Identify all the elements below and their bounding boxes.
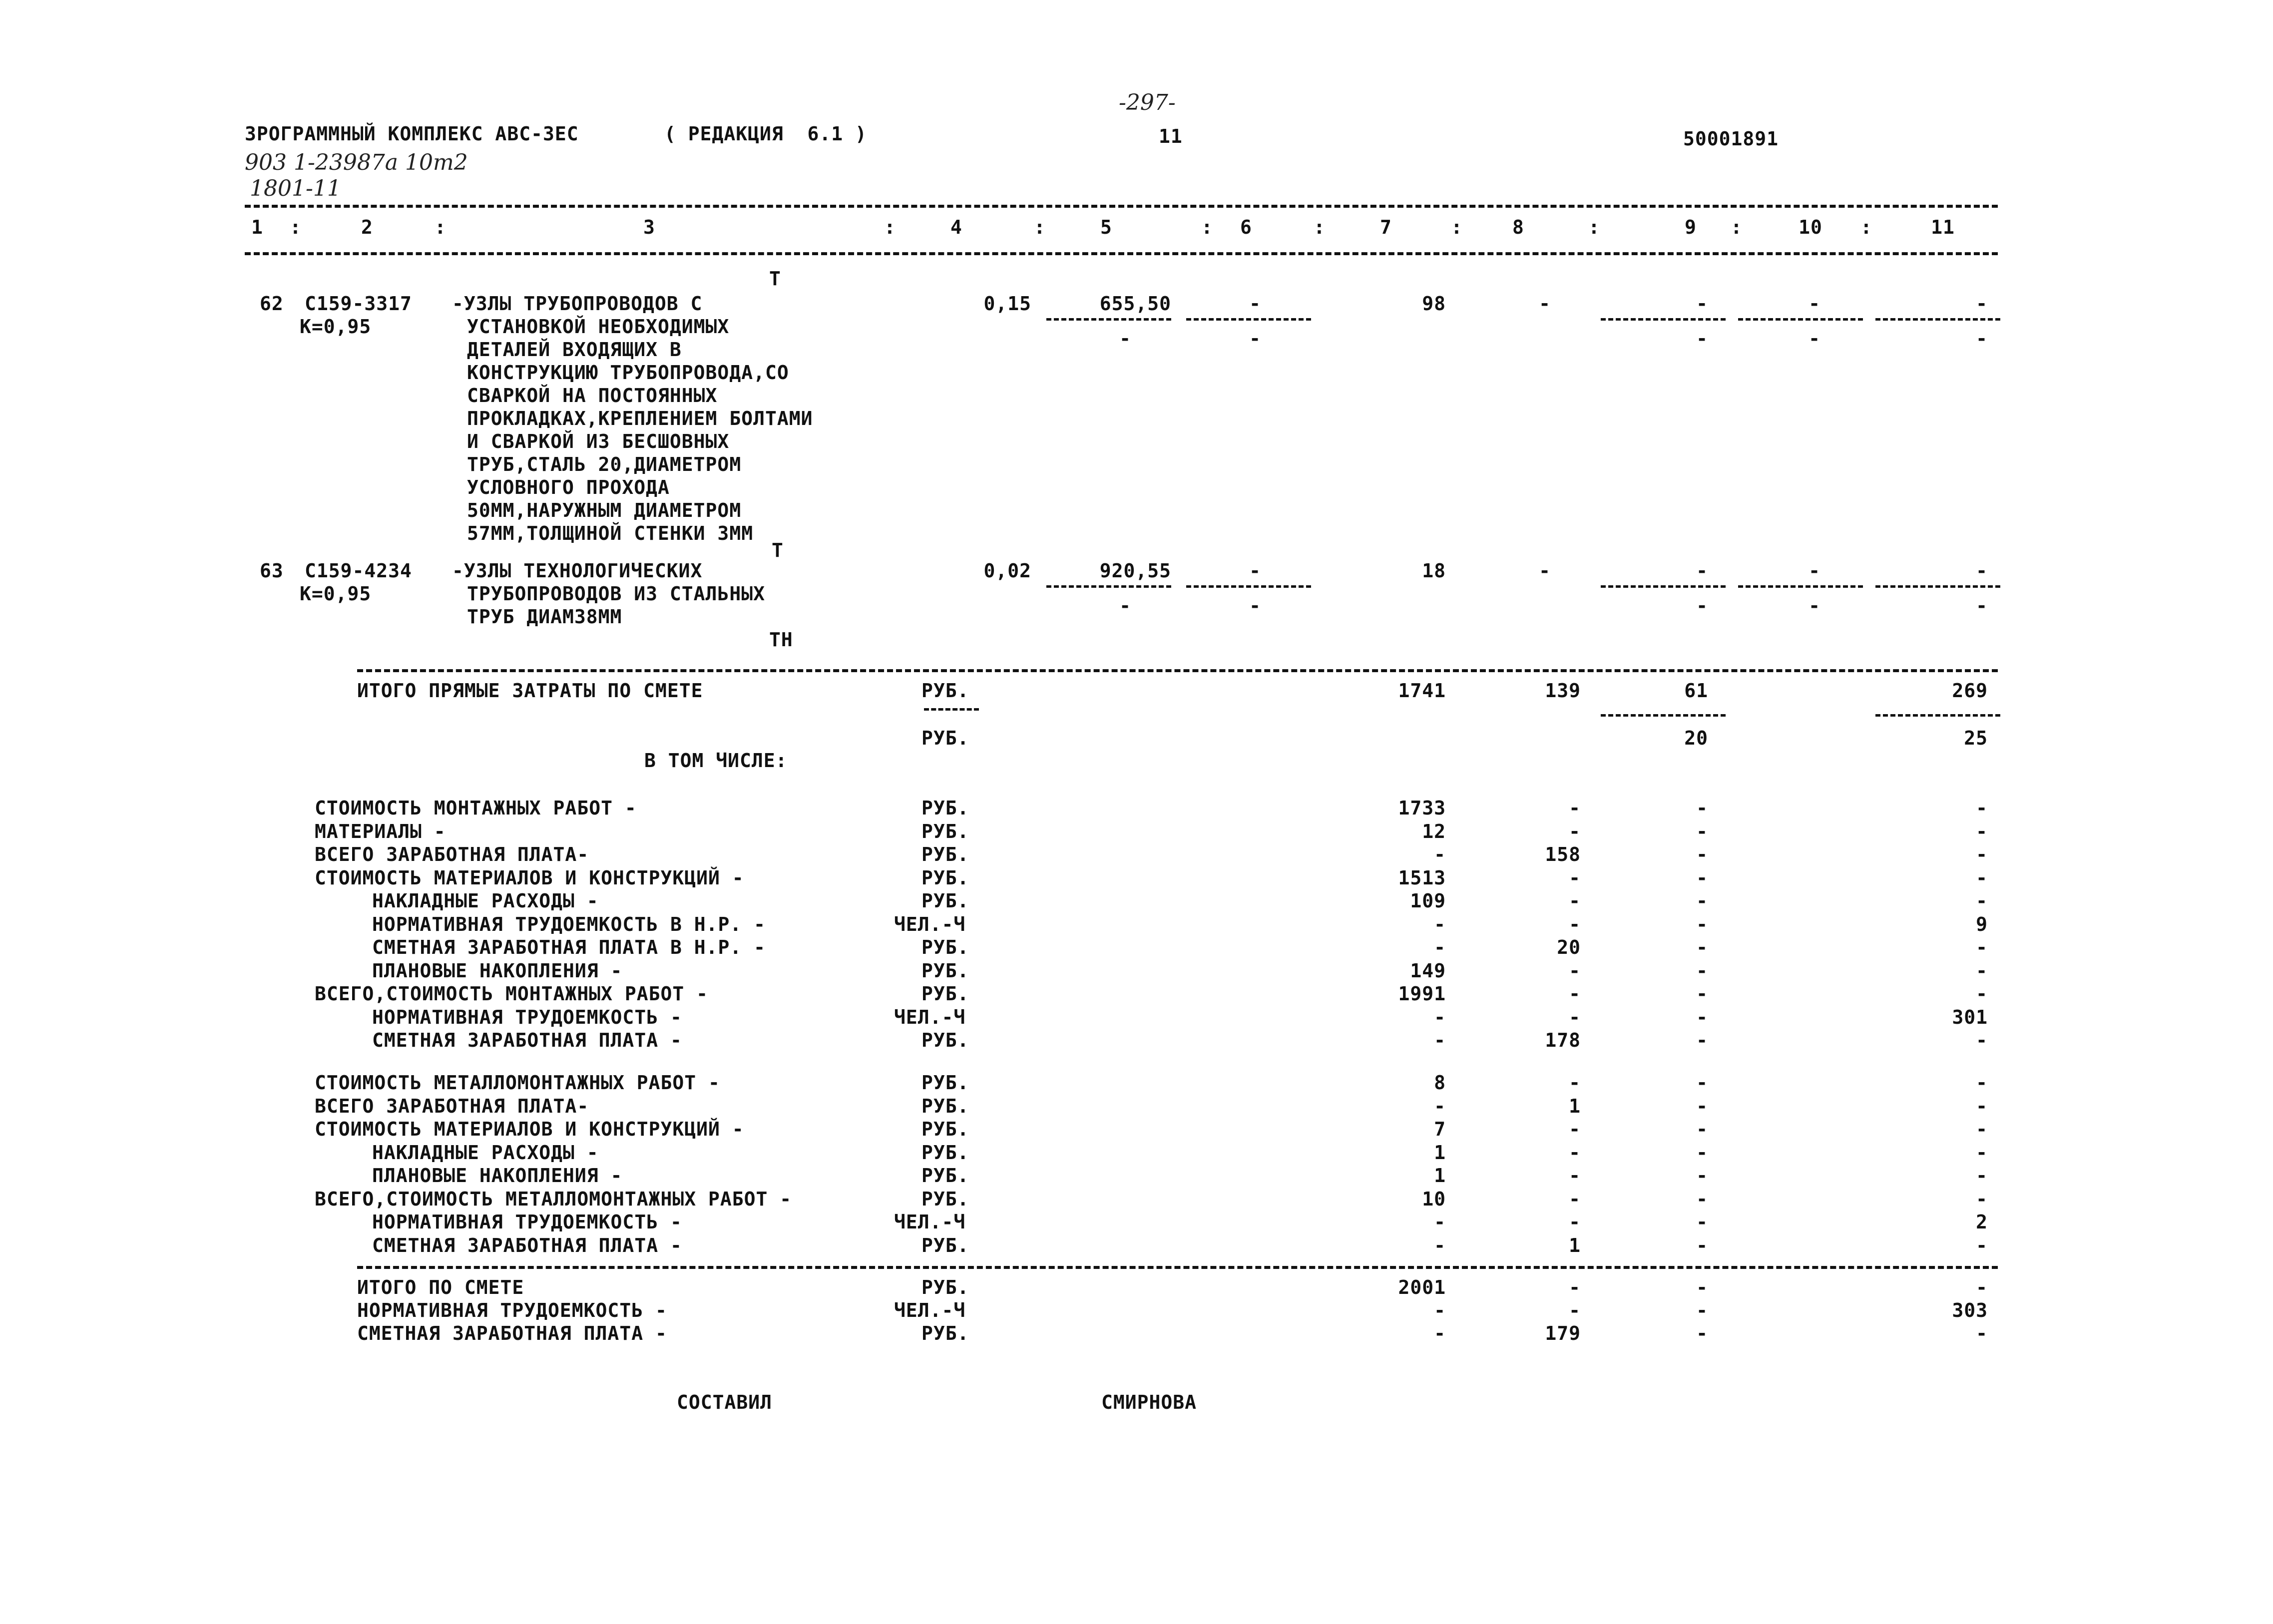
column-separator: : [435, 216, 447, 238]
summary-col8: - [1569, 1118, 1581, 1140]
item-description-line: ПРОКЛАДКАХ,КРЕПЛЕНИЕМ БОЛТАМИ [467, 407, 813, 429]
summary-col8: - [1569, 1165, 1581, 1187]
summary-col11: 2 [1976, 1211, 1988, 1233]
column-header-10: 10 [1799, 216, 1822, 238]
summary-col7: 1 [1434, 1141, 1446, 1164]
summary-col11: - [1976, 797, 1988, 819]
compiled-by-name: СМИРНОВА [1101, 1391, 1197, 1413]
summary-col7: - [1434, 1006, 1446, 1028]
grand-unit: РУБ. [921, 1322, 969, 1344]
item-col10: - [1809, 560, 1820, 582]
summary-col8: - [1569, 1072, 1581, 1094]
summary-col9: - [1696, 936, 1708, 958]
item-col10-sub: - [1809, 328, 1820, 350]
summary-col11: - [1976, 983, 1988, 1005]
summary-col7: 1733 [1398, 797, 1446, 819]
summary-col9: - [1696, 890, 1708, 912]
grand-col7: 2001 [1398, 1276, 1446, 1298]
summary-col11: - [1976, 1072, 1988, 1094]
column-separator: : [1451, 216, 1463, 238]
item-description-line: -УЗЛЫ ТРУБОПРОВОДОВ С [452, 293, 703, 315]
item-unit-price: 655,50 [1099, 293, 1171, 315]
column-header-11: 11 [1931, 216, 1955, 238]
grand-label: СМЕТНАЯ ЗАРАБОТНАЯ ПЛАТА - [357, 1322, 667, 1344]
grand-col9: - [1696, 1322, 1708, 1344]
direct-costs-col9-sub: 20 [1684, 727, 1708, 749]
item-unit-price: 920,55 [1099, 560, 1171, 582]
direct-costs-col11-sub: 25 [1964, 727, 1988, 749]
summary-col9: - [1696, 1165, 1708, 1187]
summary-unit: РУБ. [921, 1072, 969, 1094]
item-col11-sub: - [1976, 595, 1988, 617]
summary-unit: ЧЕЛ.-Ч [894, 1211, 966, 1233]
summary-label: НОРМАТИВНАЯ ТРУДОЕМКОСТЬ - [372, 1211, 682, 1233]
summary-col8: - [1569, 1141, 1581, 1164]
summary-col8: - [1569, 983, 1581, 1005]
summary-col7: - [1434, 843, 1446, 865]
direct-costs-label: ИТОГО ПРЯМЫЕ ЗАТРАТЫ ПО СМЕТЕ [357, 680, 703, 702]
grand-col11: - [1976, 1322, 1988, 1344]
header-bottom-rule [245, 252, 1998, 255]
handwritten-note-2: 1801-11 [250, 176, 341, 201]
summary-unit: РУБ. [921, 1165, 969, 1187]
direct-costs-col9-underline [1601, 714, 1726, 717]
summary-col11: - [1976, 866, 1988, 889]
summary-col8: - [1569, 890, 1581, 912]
summary-col11: - [1976, 1234, 1988, 1256]
summary-col9: - [1696, 983, 1708, 1005]
grand-col8: 179 [1545, 1322, 1581, 1344]
direct-costs-unit-underline [924, 708, 979, 711]
column-header-6: 6 [1240, 216, 1252, 238]
edition-label: ( РЕДАКЦИЯ 6.1 ) [664, 123, 867, 145]
summary-label: СТОИМОСТЬ МЕТАЛЛОМОНТАЖНЫХ РАБОТ - [315, 1072, 720, 1094]
summary-label: СМЕТНАЯ ЗАРАБОТНАЯ ПЛАТА - [372, 1234, 682, 1256]
summary-unit: РУБ. [921, 1234, 969, 1256]
compiled-by-label: СОСТАВИЛ [677, 1391, 773, 1413]
summary-col7: 10 [1422, 1188, 1446, 1210]
summary-col7: - [1434, 1234, 1446, 1256]
summary-label: ВСЕГО ЗАРАБОТНАЯ ПЛАТА- [315, 1095, 589, 1117]
item-end-marker: Т [772, 539, 784, 561]
summary-col7: 1991 [1398, 983, 1446, 1005]
item-underline-col9 [1601, 585, 1726, 588]
summary-col8: 178 [1545, 1029, 1581, 1051]
item-underline-col10 [1738, 585, 1863, 588]
item-col8: - [1539, 293, 1551, 315]
grand-unit: ЧЕЛ.-Ч [894, 1299, 966, 1321]
item-quantity: 0,15 [983, 293, 1031, 315]
summary-label: СТОИМОСТЬ МАТЕРИАЛОВ И КОНСТРУКЦИЙ - [315, 866, 744, 889]
summary-label: НОРМАТИВНАЯ ТРУДОЕМКОСТЬ В Н.Р. - [372, 913, 766, 935]
summary-col11: - [1976, 1188, 1988, 1210]
summary-unit: РУБ. [921, 843, 969, 865]
summary-col8: 158 [1545, 843, 1581, 865]
grand-col11: 303 [1952, 1299, 1988, 1321]
direct-costs-col8: 139 [1545, 680, 1581, 702]
summary-col8: - [1569, 820, 1581, 842]
handwritten-note-1: 903 1-23987а 10т2 [245, 150, 468, 175]
summary-col11: - [1976, 890, 1988, 912]
summary-col7: 109 [1410, 890, 1446, 912]
summary-unit: РУБ. [921, 1095, 969, 1117]
item-description-line: И СВАРКОЙ ИЗ БЕСШОВНЫХ [467, 430, 730, 452]
summary-col11: - [1976, 1118, 1988, 1140]
program-title: ЗРОГРАММНЫЙ КОМПЛЕКС АВС-3ЕС [245, 123, 579, 145]
column-separator: : [1860, 216, 1872, 238]
summary-col8: - [1569, 1211, 1581, 1233]
direct-costs-unit-2: РУБ. [921, 727, 969, 749]
item-col5-sub: - [1119, 328, 1131, 350]
summary-label: СМЕТНАЯ ЗАРАБОТНАЯ ПЛАТА В Н.Р. - [372, 936, 766, 958]
summary-col11: 301 [1952, 1006, 1988, 1028]
item-col11: - [1976, 560, 1988, 582]
column-header-7: 7 [1380, 216, 1392, 238]
item-col6: - [1249, 293, 1261, 315]
summary-unit: РУБ. [921, 936, 969, 958]
summary-col7: 7 [1434, 1118, 1446, 1140]
item-col6-sub: - [1249, 595, 1261, 617]
summary-col8: - [1569, 959, 1581, 982]
including-label: В ТОМ ЧИСЛЕ: [644, 750, 788, 772]
summary-col8: 20 [1557, 936, 1581, 958]
summary-label: МАТЕРИАЛЫ - [315, 820, 446, 842]
item-col7: 18 [1422, 560, 1446, 582]
column-separator: : [1731, 216, 1743, 238]
item-underline-col10 [1738, 318, 1863, 321]
summary-col7: - [1434, 913, 1446, 935]
summary-col9: - [1696, 1118, 1708, 1140]
summary-col7: 1513 [1398, 866, 1446, 889]
item-col11: - [1976, 293, 1988, 315]
summary-col9: - [1696, 1211, 1708, 1233]
summary-col7: 1 [1434, 1165, 1446, 1187]
column-header-1: 1 [251, 216, 263, 238]
summary-unit: ЧЕЛ.-Ч [894, 1006, 966, 1028]
summary-label: ВСЕГО,СТОИМОСТЬ МЕТАЛЛОМОНТАЖНЫХ РАБОТ - [315, 1188, 792, 1210]
grand-col8: - [1569, 1299, 1581, 1321]
item-underline-col6 [1186, 585, 1311, 588]
summary-col8: 1 [1569, 1095, 1581, 1117]
summary-col9: - [1696, 1072, 1708, 1094]
column-header-3: 3 [643, 216, 655, 238]
summary-col7: - [1434, 1211, 1446, 1233]
summary-col8: - [1569, 866, 1581, 889]
column-separator: : [1314, 216, 1326, 238]
item-description-line: 57ММ,ТОЛЩИНОЙ СТЕНКИ 3ММ [467, 522, 754, 544]
summary-col8: - [1569, 913, 1581, 935]
summary-col9: - [1696, 1095, 1708, 1117]
summary-label: СТОИМОСТЬ МОНТАЖНЫХ РАБОТ - [315, 797, 637, 819]
item-underline-col6 [1186, 318, 1311, 321]
item-underline-col9 [1601, 318, 1726, 321]
item-code: С159-4234 [305, 560, 412, 582]
column-header-9: 9 [1685, 216, 1697, 238]
summary-col9: - [1696, 843, 1708, 865]
grand-label: ИТОГО ПО СМЕТЕ [357, 1276, 524, 1298]
item-underline-col5 [1046, 585, 1171, 588]
summary-unit: РУБ. [921, 866, 969, 889]
item-code: С159-3317 [305, 293, 412, 315]
column-header-5: 5 [1100, 216, 1112, 238]
grand-col11: - [1976, 1276, 1988, 1298]
summary-label: НОРМАТИВНАЯ ТРУДОЕМКОСТЬ - [372, 1006, 682, 1028]
item-description-line: КОНСТРУКЦИЮ ТРУБОПРОВОДА,СО [467, 362, 789, 384]
summary-col11: - [1976, 1165, 1988, 1187]
document-number: 50001891 [1683, 128, 1779, 150]
item-col10: - [1809, 293, 1820, 315]
direct-costs-col7: 1741 [1398, 680, 1446, 702]
summary-unit: РУБ. [921, 820, 969, 842]
grand-top-rule [357, 1266, 1998, 1269]
summary-col9: - [1696, 866, 1708, 889]
column-separator: : [1201, 216, 1213, 238]
summary-col9: - [1696, 1029, 1708, 1051]
direct-costs-col11: 269 [1952, 680, 1988, 702]
item-coefficient: К=0,95 [300, 583, 372, 605]
summary-col7: - [1434, 936, 1446, 958]
summary-label: ПЛАНОВЫЕ НАКОПЛЕНИЯ - [372, 1165, 623, 1187]
grand-col9: - [1696, 1276, 1708, 1298]
item-end-marker: ТН [769, 629, 793, 651]
summary-col11: - [1976, 936, 1988, 958]
summary-col8: 1 [1569, 1234, 1581, 1256]
direct-costs-unit: РУБ. [921, 680, 969, 702]
summary-unit: РУБ. [921, 983, 969, 1005]
summary-unit: РУБ. [921, 1118, 969, 1140]
summary-col11: 9 [1976, 913, 1988, 935]
summary-unit: РУБ. [921, 1029, 969, 1051]
item-description-line: ТРУБ ДИАМ38ММ [467, 606, 622, 628]
summary-label: СТОИМОСТЬ МАТЕРИАЛОВ И КОНСТРУКЦИЙ - [315, 1118, 744, 1140]
item-col6-sub: - [1249, 328, 1261, 350]
summary-label: СМЕТНАЯ ЗАРАБОТНАЯ ПЛАТА - [372, 1029, 682, 1051]
summary-unit: РУБ. [921, 890, 969, 912]
item-col10-sub: - [1809, 595, 1820, 617]
summary-label: ВСЕГО,СТОИМОСТЬ МОНТАЖНЫХ РАБОТ - [315, 983, 708, 1005]
item-underline-col5 [1046, 318, 1171, 321]
summary-col9: - [1696, 913, 1708, 935]
summary-label: ВСЕГО ЗАРАБОТНАЯ ПЛАТА- [315, 843, 589, 865]
summary-label: ПЛАНОВЫЕ НАКОПЛЕНИЯ - [372, 959, 623, 982]
item-col9: - [1696, 560, 1708, 582]
totals-top-rule [357, 669, 1998, 672]
item-col9-sub: - [1696, 595, 1708, 617]
summary-col11: - [1976, 1029, 1988, 1051]
summary-col8: - [1569, 1188, 1581, 1210]
summary-unit: РУБ. [921, 797, 969, 819]
item-start-marker: Т [769, 268, 781, 290]
item-col5-sub: - [1119, 595, 1131, 617]
column-header-4: 4 [950, 216, 962, 238]
summary-col7: 149 [1410, 959, 1446, 982]
grand-col8: - [1569, 1276, 1581, 1298]
summary-col9: - [1696, 1141, 1708, 1164]
item-description-line: УСТАНОВКОЙ НЕОБХОДИМЫХ [467, 316, 730, 338]
item-col11-sub: - [1976, 328, 1988, 350]
summary-col11: - [1976, 843, 1988, 865]
summary-col7: 8 [1434, 1072, 1446, 1094]
handwritten-page-number: -297- [1119, 90, 1176, 115]
column-header-8: 8 [1512, 216, 1524, 238]
item-number: 63 [260, 560, 284, 582]
summary-col8: - [1569, 1006, 1581, 1028]
grand-col7: - [1434, 1299, 1446, 1321]
summary-col9: - [1696, 1234, 1708, 1256]
summary-col9: - [1696, 1006, 1708, 1028]
summary-unit: РУБ. [921, 959, 969, 982]
summary-col9: - [1696, 820, 1708, 842]
summary-label: НАКЛАДНЫЕ РАСХОДЫ - [372, 1141, 599, 1164]
grand-col9: - [1696, 1299, 1708, 1321]
summary-unit: ЧЕЛ.-Ч [894, 913, 966, 935]
direct-costs-col9: 61 [1684, 680, 1708, 702]
item-description-line: ТРУБОПРОВОДОВ ИЗ СТАЛЬНЫХ [467, 583, 765, 605]
column-separator: : [1588, 216, 1600, 238]
summary-col9: - [1696, 959, 1708, 982]
column-header-2: 2 [361, 216, 373, 238]
page-number: 11 [1159, 125, 1183, 147]
item-description-line: СВАРКОЙ НА ПОСТОЯННЫХ [467, 385, 718, 406]
summary-col9: - [1696, 1188, 1708, 1210]
item-quantity: 0,02 [983, 560, 1031, 582]
summary-col11: - [1976, 820, 1988, 842]
item-description-line: 50ММ,НАРУЖНЫМ ДИАМЕТРОМ [467, 499, 742, 521]
item-number: 62 [260, 293, 284, 315]
item-underline-col11 [1875, 585, 2000, 588]
direct-costs-col11-underline [1875, 714, 2000, 717]
summary-col7: - [1434, 1095, 1446, 1117]
item-description-line: УСЛОВНОГО ПРОХОДА [467, 476, 670, 498]
summary-label: НАКЛАДНЫЕ РАСХОДЫ - [372, 890, 599, 912]
summary-col7: 12 [1422, 820, 1446, 842]
grand-unit: РУБ. [921, 1276, 969, 1298]
header-top-rule [245, 205, 1998, 208]
item-col6: - [1249, 560, 1261, 582]
item-description-line: ДЕТАЛЕЙ ВХОДЯЩИХ В [467, 339, 682, 361]
summary-col11: - [1976, 959, 1988, 982]
item-col7: 98 [1422, 293, 1446, 315]
item-description-line: ТРУБ,СТАЛЬ 20,ДИАМЕТРОМ [467, 453, 742, 475]
grand-col7: - [1434, 1322, 1446, 1344]
grand-label: НОРМАТИВНАЯ ТРУДОЕМКОСТЬ - [357, 1299, 667, 1321]
item-col9-sub: - [1696, 328, 1708, 350]
summary-unit: РУБ. [921, 1141, 969, 1164]
summary-col7: - [1434, 1029, 1446, 1051]
item-description-line: -УЗЛЫ ТЕХНОЛОГИЧЕСКИХ [452, 560, 703, 582]
item-col9: - [1696, 293, 1708, 315]
item-col8: - [1539, 560, 1551, 582]
item-coefficient: К=0,95 [300, 316, 372, 338]
summary-unit: РУБ. [921, 1188, 969, 1210]
item-underline-col11 [1875, 318, 2000, 321]
summary-col11: - [1976, 1095, 1988, 1117]
column-separator: : [884, 216, 896, 238]
summary-col9: - [1696, 797, 1708, 819]
column-separator: : [1034, 216, 1046, 238]
summary-col8: - [1569, 797, 1581, 819]
column-separator: : [290, 216, 302, 238]
summary-col11: - [1976, 1141, 1988, 1164]
